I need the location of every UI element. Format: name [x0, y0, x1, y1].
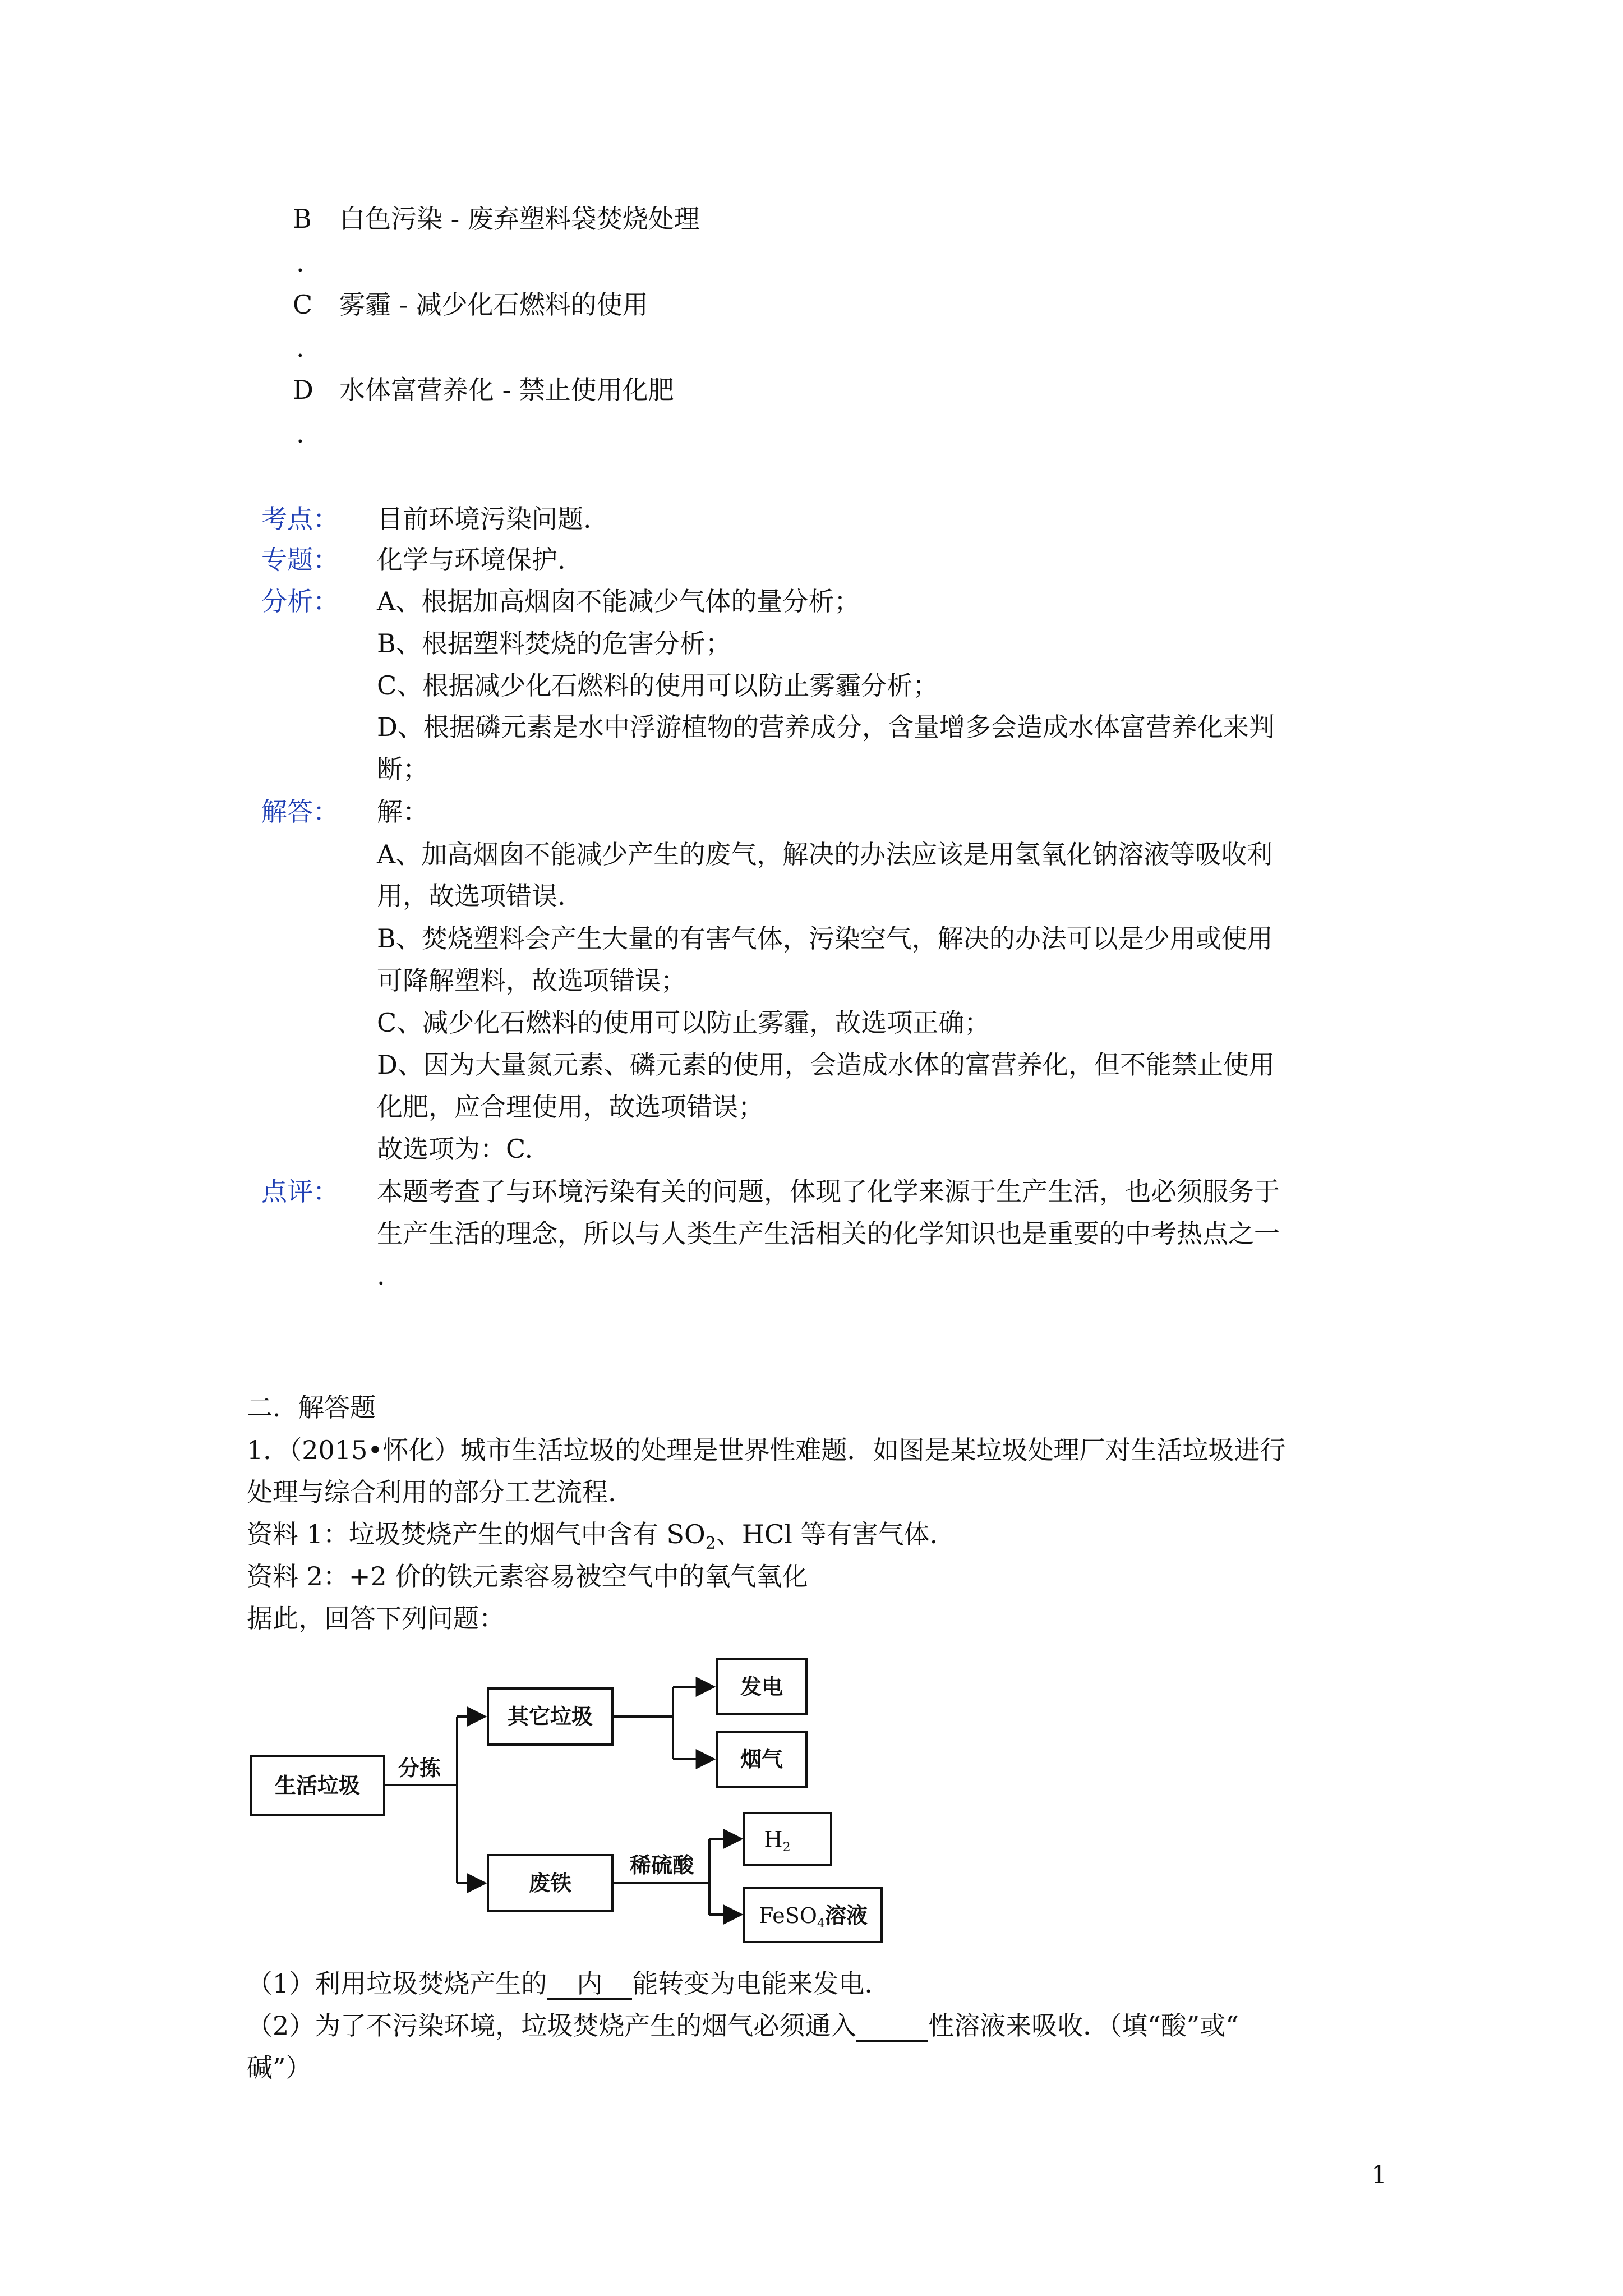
jieda-line: 可降解塑料，故选项错误； [377, 965, 686, 996]
fenxi-line: D、根据磷元素是水中浮游植物的营养成分，含量增多会造成水体富营养化来判 [377, 712, 1275, 742]
fenxi-line: 断； [377, 754, 428, 784]
box-h2 [744, 1813, 831, 1865]
subquestion-2-cont: 碱”） [247, 2053, 312, 2083]
subquestion-1 [247, 1968, 873, 2000]
question-1-line: 处理与综合利用的部分工艺流程. [247, 1477, 616, 1507]
reference-1-subscript: 2 [705, 1534, 716, 1554]
box-feso4-label: FeSO$_4$溶液 [759, 1903, 868, 1931]
subquestion-1-text: （1）利用垃圾焚烧产生的 [247, 1968, 547, 1999]
sort-label: 分拣 [398, 1755, 441, 1780]
subquestion-2 [247, 2010, 1239, 2042]
option-c-dot: . [296, 333, 305, 363]
fenxi-line: C、根据减少化石燃料的使用可以防止雾霾分析； [377, 670, 939, 701]
box-h2-label: $H_2$ [764, 1827, 791, 1855]
zhuanti-text: 化学与环境保护. [377, 545, 566, 575]
option-b-dot: . [296, 247, 305, 278]
box-life-garbage-label: 生活垃圾 [274, 1773, 361, 1798]
dianping-line: 生产生活的理念，所以与人类生产生活相关的化学知识也是重要的中考热点之一 [377, 1218, 1280, 1249]
box-feso4 [744, 1888, 882, 1942]
box-power-label: 发电 [740, 1674, 783, 1699]
jieda-line: A、加高烟囱不能减少产生的废气，解决的办法应该是用氢氧化钠溶液等吸收利 [377, 839, 1273, 869]
section-heading: 二．解答题 [247, 1392, 376, 1423]
jieda-line: B、焚烧塑料会产生大量的有害气体，污染空气，解决的办法可以是少用或使用 [377, 923, 1273, 954]
kaodian-text: 目前环境污染问题. [377, 504, 592, 534]
option-c-letter: C [293, 289, 313, 320]
jieda-line: D、因为大量氮元素、磷元素的使用，会造成水体的富营养化，但不能禁止使用 [377, 1050, 1275, 1080]
answer-blank-1[interactable]: 内 [547, 1969, 632, 2000]
reference-1-text-end: 、HCl 等有害气体. [716, 1519, 938, 1549]
jieda-line: 用，故选项错误. [377, 881, 566, 911]
jieda-line: 故选项为：C. [377, 1134, 533, 1164]
box-smoke-label: 烟气 [740, 1746, 783, 1772]
subquestion-1-text-end: 能转变为电能来发电. [632, 1968, 873, 1999]
reference-1-text: 资料 1：垃圾焚烧产生的烟气中含有 SO [247, 1519, 706, 1549]
option-d-letter: D [293, 375, 313, 405]
jieda-line: C、减少化石燃料的使用可以防止雾霾，故选项正确； [377, 1007, 990, 1038]
subquestion-2-text: （2）为了不污染环境，垃圾焚烧产生的烟气必须通入 [247, 2010, 857, 2041]
box-iron-label: 废铁 [528, 1870, 572, 1895]
dianping-label: 点评： [261, 1176, 339, 1207]
box-other-garbage [488, 1688, 612, 1745]
answer-blank-2[interactable] [856, 2011, 928, 2042]
fenxi-line: B、根据塑料焚烧的危害分析； [377, 628, 731, 659]
kaodian-label: 考点： [261, 504, 339, 534]
prompt-text: 据此，回答下列问题： [247, 1603, 505, 1634]
option-b-text: 白色污染 - 废弃塑料袋焚烧处理 [339, 204, 700, 234]
option-c-text: 雾霾 - 减少化石燃料的使用 [339, 289, 648, 320]
box-power [717, 1659, 806, 1714]
reference-1 [247, 1519, 938, 1559]
option-b-letter: B [293, 204, 312, 234]
jieda-line: 解： [377, 797, 428, 827]
dianping-line: 本题考查了与环境污染有关的问题，体现了化学来源于生产生活，也必须服务于 [377, 1176, 1280, 1207]
box-smoke [717, 1732, 806, 1787]
option-d-dot: . [296, 418, 305, 449]
fenxi-line: A、根据加高烟囱不能减少气体的量分析； [377, 586, 860, 616]
page-number: 1 [1371, 2161, 1387, 2189]
jieda-label: 解答： [261, 797, 339, 827]
reference-2: 资料 2：+2 价的铁元素容易被空气中的氧气氧化 [247, 1561, 808, 1591]
box-iron [488, 1855, 612, 1911]
fenxi-label: 分析： [261, 586, 339, 616]
acid-label: 稀硫酸 [629, 1852, 694, 1878]
box-life-garbage [251, 1756, 384, 1815]
jieda-line: 化肥，应合理使用，故选项错误； [377, 1092, 764, 1122]
question-1-line: 1．（2015•怀化）城市生活垃圾的处理是世界性难题．如图是某垃圾处理厂对生活垃圾进行 [247, 1435, 1286, 1465]
dianping-line: . [377, 1260, 385, 1291]
option-d-text: 水体富营养化 - 禁止使用化肥 [339, 375, 674, 405]
box-other-garbage-label: 其它垃圾 [507, 1704, 593, 1729]
zhuanti-label: 专题： [261, 545, 339, 575]
subquestion-2-text-end: 性溶液来吸收．（填“酸”或“ [928, 2010, 1239, 2041]
